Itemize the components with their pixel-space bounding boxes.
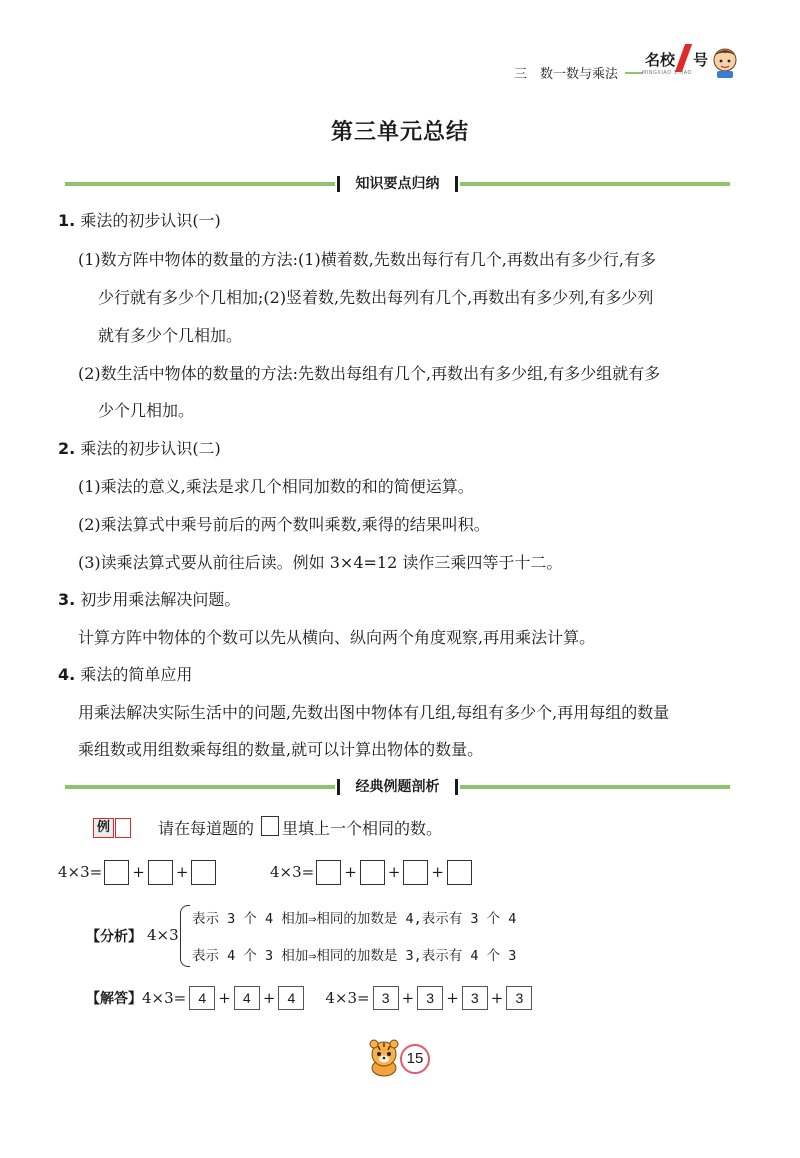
example-badge [93,818,137,838]
header-divider [625,72,643,74]
example-equation-1 [58,859,218,885]
example-equation-2 [270,859,474,885]
example-prompt-start: 请在每道题的 [158,819,255,838]
point-title: 乘法的初步认识(一) [80,211,221,230]
point-4-heading [58,662,192,685]
banner-bar-right [460,182,730,186]
point-2-sub-1: (1)乘法的意义,乘法是求几个相同加数的和的简便运算。 [78,477,474,496]
equation-lhs: 4×3= [270,863,315,881]
page-title: 第三单元总结 [330,120,469,145]
left-brace [180,905,190,967]
plus-sign: + [344,863,357,881]
answer-value-box: 4 [234,986,260,1010]
point-2-sub-3: (3)读乘法算式要从前往后读。例如 3×4=12 读作三乘四等于十二。 [78,553,563,572]
point-1-sub-2-line-1: (2)数生活中物体的数量的方法:先数出每组有几个,再数出有多少组,有多少组就有多 [78,364,661,383]
plus-sign: + [132,863,145,881]
blank-box-symbol [261,816,279,836]
blank-box[interactable] [104,860,129,885]
point-number: 2. [58,439,76,458]
point-1-sub-1-line-1: (1)数方阵中物体的数量的方法:(1)横着数,先数出每行有几个,再数出有多少行,有多 [78,250,656,269]
brand-suffix: 号 [693,51,709,69]
point-title: 乘法的简单应用 [80,665,193,684]
analysis-line-2: 表示 4 个 3 相加⇒相同的加数是 3,表示有 4 个 3 [192,948,517,964]
answer-value-box: 4 [278,986,304,1010]
answer-label: 【解答】 [86,991,142,1007]
example-badge-box [115,818,131,838]
example-prompt-end: 里填上一个相同的数。 [282,819,443,838]
section-heading: 经典例题剖析 [335,776,460,798]
brand-slash-mark [675,44,692,72]
plus-sign: + [446,989,459,1007]
tiger-mascot-icon [364,1038,404,1078]
point-number: 1. [58,211,76,230]
plus-sign: + [387,863,401,881]
blank-box[interactable] [403,860,428,885]
analysis-expression: 4×3 [147,926,179,944]
plus-sign: + [262,989,276,1007]
blank-box[interactable] [316,860,341,885]
point-3-body: 计算方阵中物体的个数可以先从横向、纵向两个角度观察,再用乘法计算。 [78,628,596,647]
point-1-sub-1-line-2: 少行就有多少个几相加;(2)竖着数,先数出每列有几个,再数出有多少列,有多少列 [98,288,654,307]
point-title: 乘法的初步认识(二) [80,439,221,458]
plus-sign: + [431,863,444,881]
point-4-body-line-1: 用乘法解决实际生活中的问题,先数出图中物体有几组,每组有多少个,再用每组的数量 [78,703,670,722]
section-heading: 知识要点归纳 [335,173,460,195]
point-2-sub-2: (2)乘法算式中乘号前后的两个数叫乘数,乘得的结果叫积。 [78,515,490,534]
equation-lhs: 4×3= [58,863,103,881]
plus-sign: + [218,989,231,1007]
answer-value-box: 3 [462,986,488,1010]
point-1-sub-2-line-2: 少个几相加。 [98,401,195,420]
mascot-icon [708,44,742,78]
point-2-heading [58,436,221,459]
point-title: 初步用乘法解决问题。 [80,590,241,609]
point-3-heading [58,587,240,610]
banner-bar-right [460,785,730,789]
analysis-line-1: 表示 3 个 4 相加⇒相同的加数是 4,表示有 3 个 4 [192,911,517,927]
point-number: 4. [58,665,76,684]
section-banner-examples [65,776,730,798]
answer-row [86,985,535,1011]
answer-value-box: 3 [373,986,399,1010]
brand-name: 名校 [645,51,676,69]
point-4-body-line-2: 乘组数或用组数乘每组的数量,就可以计算出物体的数量。 [78,740,484,759]
banner-bar-left [65,785,335,789]
page-number: 15 [400,1044,430,1074]
blank-box[interactable] [447,860,472,885]
brand-pinyin: MINGXIAO 1 HAO [642,70,692,76]
section-banner-knowledge [65,173,730,195]
plus-sign: + [175,863,189,881]
blank-box[interactable] [360,860,385,885]
answer-value-box: 3 [417,986,443,1010]
banner-bar-left [65,182,335,186]
plus-sign: + [490,989,504,1007]
analysis-label: 【分析】 [86,929,142,945]
answer-1-lhs: 4×3= [142,989,187,1007]
blank-box[interactable] [191,860,216,885]
point-1-sub-1-line-3: 就有多少个几相加。 [98,326,243,345]
answer-2-lhs: 4×3= [325,989,370,1007]
blank-box[interactable] [148,860,173,885]
answer-value-box: 4 [189,986,215,1010]
point-number: 3. [58,590,76,609]
point-1-heading [58,208,221,231]
answer-value-box: 3 [506,986,532,1010]
unit-header: 三 数一数与乘法 [514,67,619,82]
plus-sign: + [401,989,415,1007]
example-label: 例 [93,818,114,838]
